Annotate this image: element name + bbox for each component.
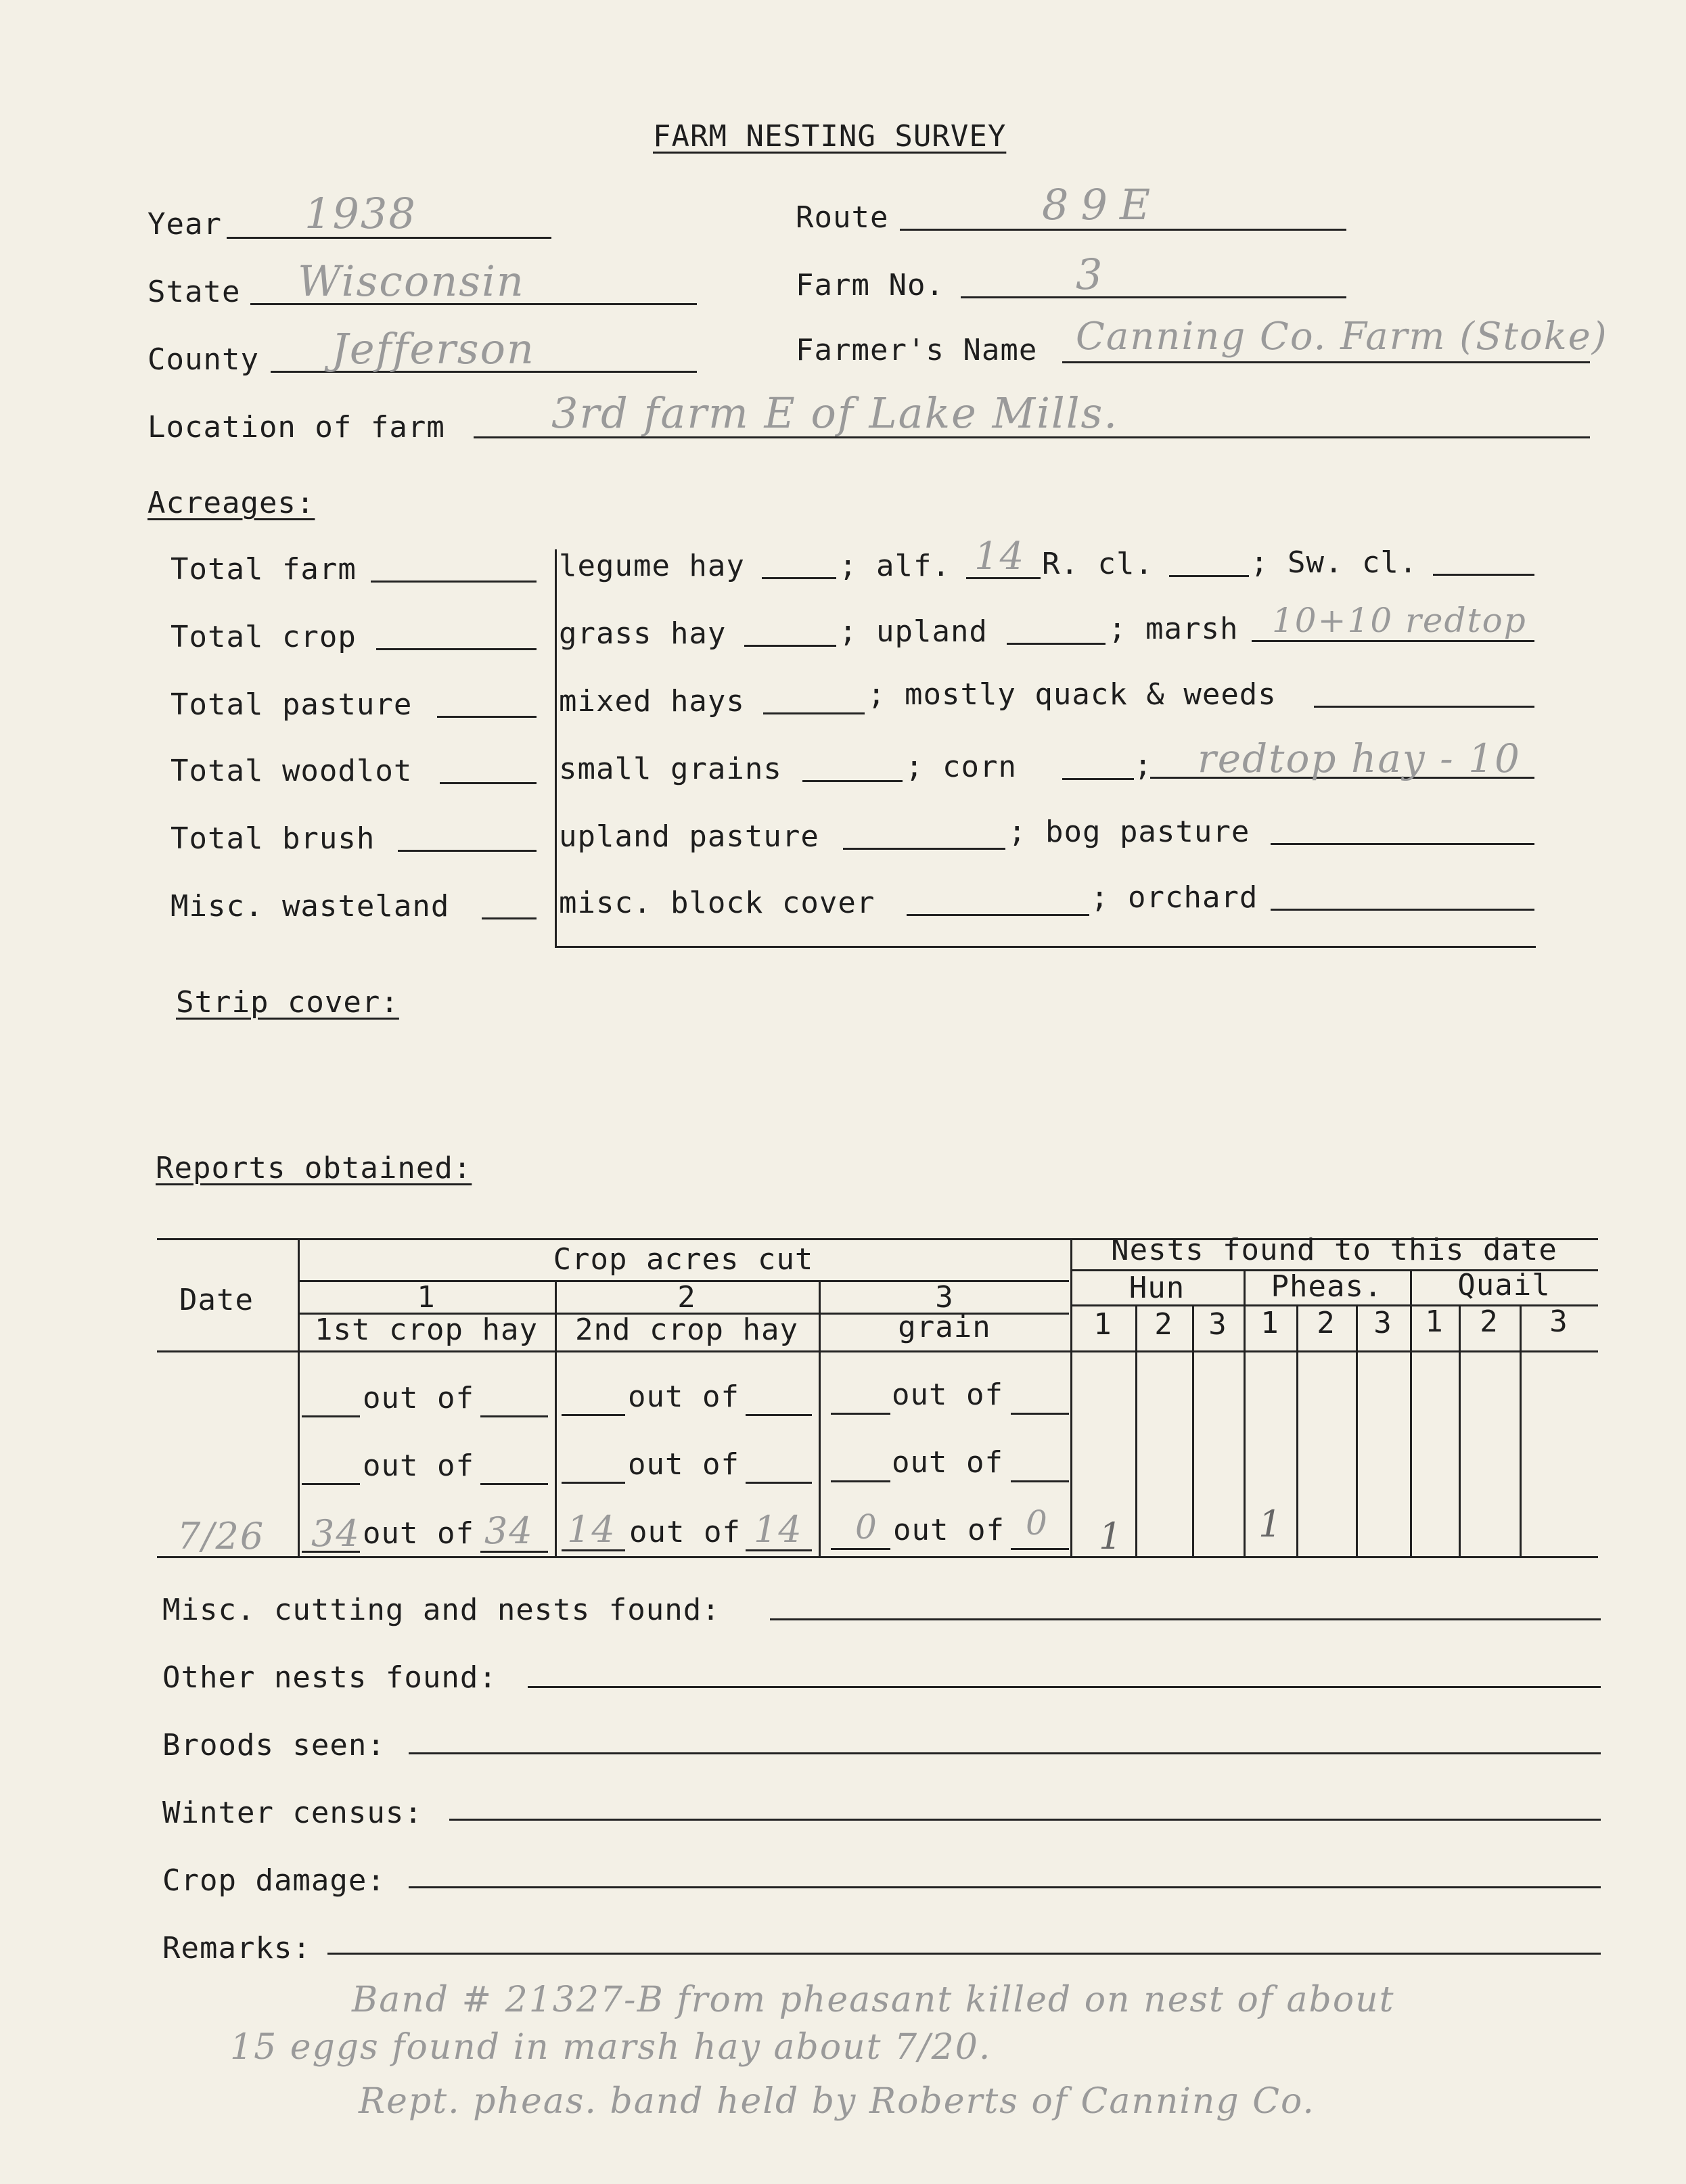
- upland-label: ; upland: [839, 614, 988, 649]
- row1-c2-cut-field[interactable]: [562, 1414, 625, 1416]
- misc-block-cover-label: misc. block cover: [559, 886, 875, 920]
- col-divider-pheas3: [1356, 1304, 1358, 1556]
- small-grains-label: small grains: [559, 752, 782, 786]
- state-value: Wisconsin: [298, 256, 525, 306]
- mixed-hays-field[interactable]: [763, 712, 865, 714]
- row2-c1-out-of: out of: [363, 1449, 474, 1483]
- farm-no-label: Farm No.: [796, 268, 944, 302]
- acreage-bottom-rule: [555, 946, 1536, 948]
- acreage-total-brush: Total brush: [170, 821, 375, 856]
- alf-label: ; alf.: [839, 549, 951, 583]
- table-bottom-rule: [157, 1556, 1598, 1558]
- crop-col-2-label: 2nd crop hay: [575, 1313, 798, 1347]
- broods-seen-label: Broods seen:: [162, 1728, 386, 1762]
- farmer-name-label: Farmer's Name: [796, 333, 1038, 367]
- sw-cl-label: ; Sw. cl.: [1250, 545, 1418, 580]
- winter-census-field[interactable]: [449, 1819, 1601, 1821]
- bog-pasture-field[interactable]: [1271, 843, 1534, 845]
- county-label: County: [147, 342, 259, 377]
- year-value: 1938: [304, 189, 417, 238]
- row3-c3-total-field[interactable]: [1011, 1548, 1069, 1550]
- marsh-label: ; marsh: [1108, 612, 1239, 646]
- row2-c3-total-field[interactable]: [1011, 1480, 1069, 1482]
- species-hun: Hun: [1129, 1271, 1185, 1305]
- route-label: Route: [796, 200, 889, 235]
- quail-col-1: 1: [1425, 1304, 1444, 1339]
- row1-c2-total-field[interactable]: [746, 1414, 812, 1416]
- col-divider-quail3: [1520, 1304, 1522, 1556]
- row3-c3-cut-value: 0: [855, 1507, 878, 1547]
- row3-c1-total-value: 34: [484, 1509, 534, 1552]
- farm-no-field[interactable]: [961, 296, 1346, 298]
- marsh-field[interactable]: [1252, 640, 1534, 642]
- extra-crop-value: redtop hay - 10: [1198, 735, 1521, 781]
- species-pheas: Pheas.: [1271, 1269, 1383, 1304]
- r-cl-field[interactable]: [1169, 575, 1249, 577]
- acreages-heading: Acreages:: [147, 486, 315, 520]
- r-cl-label: R. cl.: [1042, 547, 1154, 581]
- col-divider-hun2: [1135, 1304, 1137, 1556]
- small-grains-field[interactable]: [802, 780, 903, 782]
- remarks-field[interactable]: [327, 1953, 1601, 1955]
- misc-cutting-field[interactable]: [770, 1618, 1601, 1620]
- crop-damage-field[interactable]: [409, 1886, 1601, 1888]
- form-title: FARM NESTING SURVEY: [653, 119, 1007, 154]
- row3-c2-out-of: out of: [629, 1515, 741, 1549]
- alf-value: 14: [974, 534, 1026, 578]
- acreage-total-farm-field[interactable]: [371, 581, 537, 583]
- acreage-misc-wasteland: Misc. wasteland: [170, 889, 450, 924]
- marsh-value: 10+10 redtop: [1272, 601, 1527, 640]
- quack-weeds-field[interactable]: [1314, 706, 1534, 708]
- mixed-hays-label: mixed hays: [559, 684, 745, 719]
- misc-block-cover-field[interactable]: [907, 914, 1089, 916]
- row1-c2-out-of: out of: [628, 1380, 739, 1414]
- pheas-col-3: 3: [1373, 1306, 1392, 1340]
- state-label: State: [147, 275, 241, 309]
- location-value: 3rd farm E of Lake Mills.: [551, 388, 1119, 438]
- acreage-total-woodlot-field[interactable]: [440, 782, 537, 784]
- species-quail: Quail: [1457, 1268, 1551, 1302]
- location-label: Location of farm: [147, 410, 445, 445]
- year-label: Year: [147, 207, 222, 242]
- upland-pasture-label: upland pasture: [559, 819, 819, 854]
- sw-cl-field[interactable]: [1433, 574, 1534, 576]
- crop-damage-label: Crop damage:: [162, 1863, 386, 1898]
- grass-hay-label: grass hay: [559, 616, 727, 651]
- crop-acres-header: Crop acres cut: [553, 1242, 814, 1277]
- acreage-total-farm: Total farm: [170, 552, 357, 587]
- nests-found-header: Nests found to this date: [1111, 1233, 1557, 1267]
- bog-pasture-label: ; bog pasture: [1008, 815, 1250, 849]
- row2-c3-out-of: out of: [892, 1445, 1003, 1480]
- col-divider-pheas2: [1296, 1304, 1298, 1556]
- acreage-total-pasture: Total pasture: [170, 687, 413, 722]
- row1-c3-out-of: out of: [892, 1378, 1003, 1412]
- strip-cover-label: Strip cover:: [176, 985, 399, 1020]
- crop-col-1-label: 1st crop hay: [315, 1313, 538, 1347]
- broods-seen-field[interactable]: [409, 1752, 1601, 1754]
- remarks-label: Remarks:: [162, 1931, 311, 1965]
- reports-heading: Reports obtained:: [156, 1151, 472, 1185]
- corn-field[interactable]: [1062, 778, 1134, 780]
- quail-col-3: 3: [1549, 1304, 1568, 1339]
- row3-c2-total-value: 14: [754, 1508, 803, 1551]
- acreage-total-crop: Total crop: [170, 620, 357, 654]
- quack-weeds-label: ; mostly quack & weeds: [867, 677, 1277, 712]
- row3-c3-cut-field[interactable]: [831, 1548, 890, 1550]
- remarks-line-3: Rept. pheas. band held by Roberts of Canning Co.: [359, 2081, 1315, 2122]
- corn-label: ; corn: [905, 750, 1017, 784]
- misc-cutting-label: Misc. cutting and nests found:: [162, 1593, 721, 1627]
- upland-field[interactable]: [1007, 643, 1106, 645]
- col-divider-hun3: [1192, 1304, 1194, 1556]
- upland-pasture-field[interactable]: [843, 848, 1005, 850]
- row3-c3-total-value: 0: [1026, 1503, 1049, 1543]
- row1-c1-out-of: out of: [363, 1381, 474, 1415]
- orchard-field[interactable]: [1271, 909, 1534, 911]
- row1-c3-total-field[interactable]: [1011, 1413, 1069, 1415]
- row3-c1-cut-value: 34: [311, 1512, 361, 1555]
- table-header-rule: [157, 1350, 1598, 1352]
- acreage-total-pasture-field[interactable]: [437, 716, 537, 718]
- row2-c1-total-field[interactable]: [480, 1483, 548, 1485]
- crop-col-1-num: 1: [417, 1280, 436, 1315]
- quail-col-2: 2: [1480, 1304, 1499, 1339]
- row2-c2-total-field[interactable]: [746, 1482, 812, 1484]
- row1-c1-total-field[interactable]: [480, 1415, 548, 1417]
- row2-c1-cut-field[interactable]: [302, 1483, 360, 1485]
- acreage-misc-wasteland-field[interactable]: [482, 917, 537, 919]
- legume-hay-label: legume hay: [559, 549, 745, 583]
- remarks-line-2: 15 eggs found in marsh hay about 7/20.: [230, 2027, 992, 2068]
- other-nests-field[interactable]: [528, 1686, 1601, 1688]
- winter-census-label: Winter census:: [162, 1796, 423, 1830]
- crop-col-3-num: 3: [935, 1280, 954, 1315]
- remarks-line-1: Band # 21327-B from pheasant killed on nest of about: [352, 1980, 1395, 2020]
- other-nests-label: Other nests found:: [162, 1660, 497, 1695]
- row1-c1-cut-field[interactable]: [302, 1415, 360, 1417]
- farm-no-value: 3: [1076, 250, 1104, 299]
- row1-c3-cut-field[interactable]: [831, 1413, 890, 1415]
- hun-col-3: 3: [1208, 1307, 1227, 1342]
- row2-c2-out-of: out of: [628, 1447, 739, 1482]
- row3-pheas1-value: 1: [1258, 1503, 1283, 1545]
- pheas-col-2: 2: [1317, 1306, 1336, 1340]
- grass-hay-field[interactable]: [744, 645, 836, 647]
- date-column-header: Date: [179, 1283, 254, 1317]
- acreage-total-crop-field[interactable]: [376, 648, 537, 650]
- corn-semicolon: ;: [1134, 748, 1153, 783]
- row3-c2-cut-value: 14: [567, 1508, 616, 1551]
- farmer-name-field[interactable]: [1062, 361, 1590, 363]
- county-value: Jefferson: [332, 324, 535, 373]
- pheas-col-1: 1: [1260, 1306, 1279, 1340]
- row3-hun1-value: 1: [1099, 1515, 1124, 1557]
- orchard-label: ; orchard: [1091, 880, 1258, 915]
- crop-col-2-num: 2: [677, 1280, 696, 1315]
- acreage-total-woodlot: Total woodlot: [170, 754, 413, 788]
- route-value: 89E: [1042, 180, 1163, 229]
- row3-c3-out-of: out of: [893, 1513, 1005, 1547]
- row2-c2-cut-field[interactable]: [562, 1482, 625, 1484]
- farmer-name-value: Canning Co. Farm (Stoke): [1076, 315, 1608, 359]
- legume-hay-field[interactable]: [762, 577, 836, 579]
- row3-c1-out-of: out of: [363, 1516, 474, 1551]
- row3-date: 7/26: [177, 1515, 265, 1557]
- hun-col-1: 1: [1093, 1307, 1112, 1342]
- col-divider-quail2: [1459, 1304, 1461, 1556]
- acreage-total-brush-field[interactable]: [398, 850, 537, 852]
- hun-col-2: 2: [1154, 1307, 1173, 1342]
- crop-col-3-label: grain: [898, 1310, 991, 1344]
- row2-c3-cut-field[interactable]: [831, 1480, 890, 1482]
- acreage-divider: [555, 549, 557, 947]
